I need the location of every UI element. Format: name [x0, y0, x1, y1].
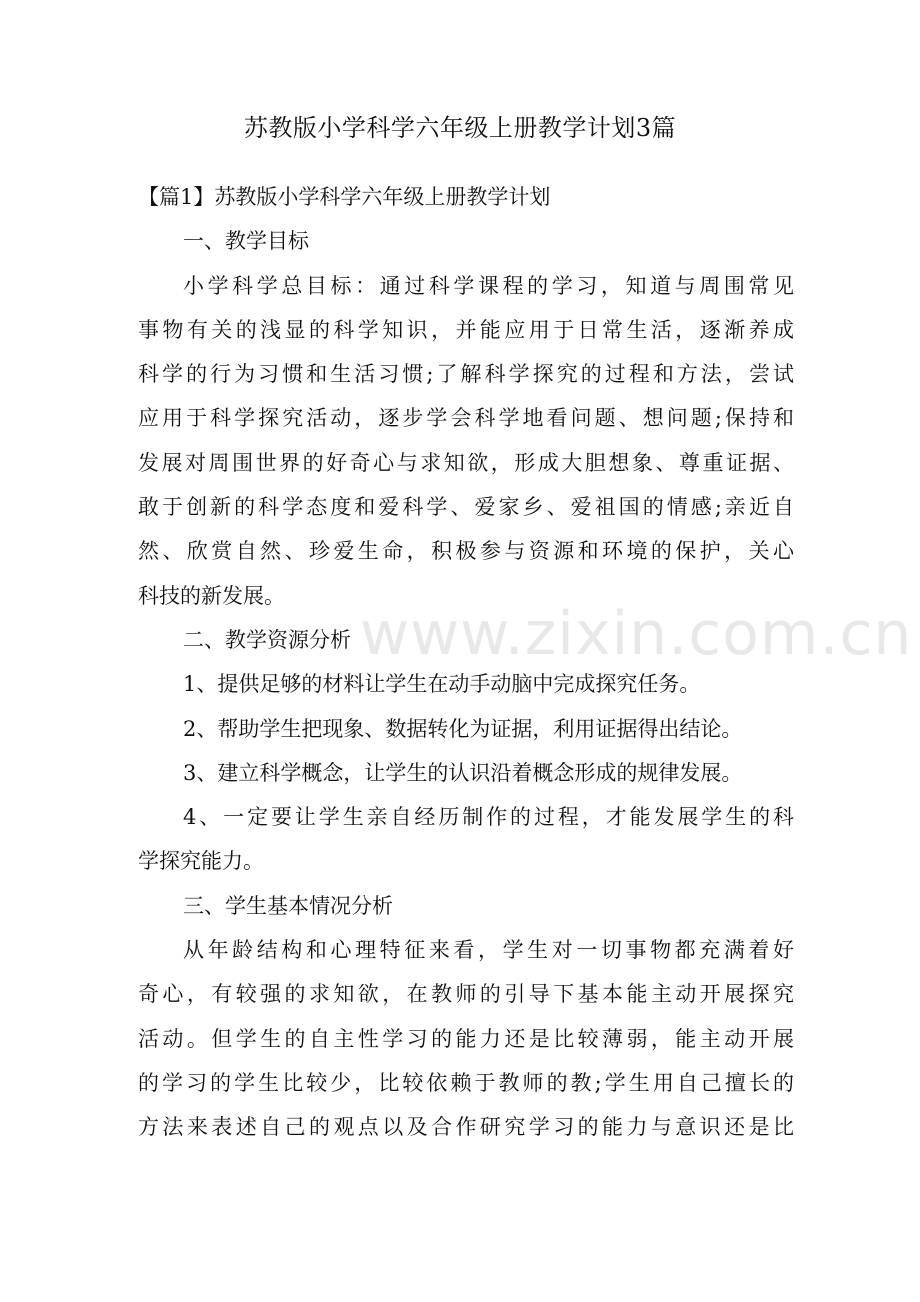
paragraph-line: 应用于科学探究活动，逐步学会科学地看问题、想问题;保持和: [138, 406, 794, 431]
paragraph-line: 事物有关的浅显的科学知识，并能应用于日常生活，逐渐养成: [138, 317, 794, 342]
list-item: 1、提供足够的材料让学生在动手动脑中完成探究任务。: [183, 672, 701, 697]
paragraph-line: 从年龄结构和心理特征来看，学生对一切事物都充满着好: [183, 938, 794, 963]
paragraph-line: 活动。但学生的自主性学习的能力还是比较薄弱，能主动开展: [138, 1026, 794, 1051]
list-item: 4、一定要让学生亲自经历制作的过程，才能发展学生的科: [183, 805, 794, 830]
paragraph-line: 奇心，有较强的求知欲，在教师的引导下基本能主动开展探究: [138, 982, 794, 1007]
paragraph-line: 敢于创新的科学态度和爱科学、爱家乡、爱祖国的情感;亲近自: [138, 495, 794, 520]
list-item: 2、帮助学生把现象、数据转化为证据，利用证据得出结论。: [183, 716, 743, 741]
section-title-part1: 【篇1】苏教版小学科学六年级上册教学计划: [138, 185, 551, 209]
paragraph-line: 方法来表述自己的观点以及合作研究学习的能力与意识还是比: [138, 1115, 794, 1140]
watermark-text: www.zixin.com.cn: [360, 599, 913, 669]
paragraph-line: 科学的行为习惯和生活习惯;了解科学探究的过程和方法，尝试: [138, 362, 794, 387]
paragraph-line: 发展对周围世界的好奇心与求知欲，形成大胆想象、尊重证据、: [138, 450, 794, 475]
list-item-continuation: 学探究能力。: [138, 849, 264, 874]
document-body: [138, 175, 794, 1150]
heading-teaching-goals: 一、教学目标: [183, 229, 309, 254]
paragraph-line: 小学科学总目标：通过科学课程的学习，知道与周围常见: [183, 273, 794, 298]
list-item: 3、建立科学概念，让学生的认识沿着概念形成的规律发展。: [183, 760, 743, 785]
heading-resource-analysis: 二、教学资源分析: [183, 627, 351, 652]
document-title: 苏教版小学科学六年级上册教学计划3篇: [243, 114, 677, 142]
paragraph-line: 科技的新发展。: [138, 583, 285, 608]
paragraph-line: 然、欣赏自然、珍爱生命，积极参与资源和环境的保护，关心: [138, 539, 794, 564]
heading-student-analysis: 三、学生基本情况分析: [183, 893, 393, 918]
paragraph-line: 的学习的学生比较少，比较依赖于教师的教;学生用自己擅长的: [138, 1070, 794, 1095]
